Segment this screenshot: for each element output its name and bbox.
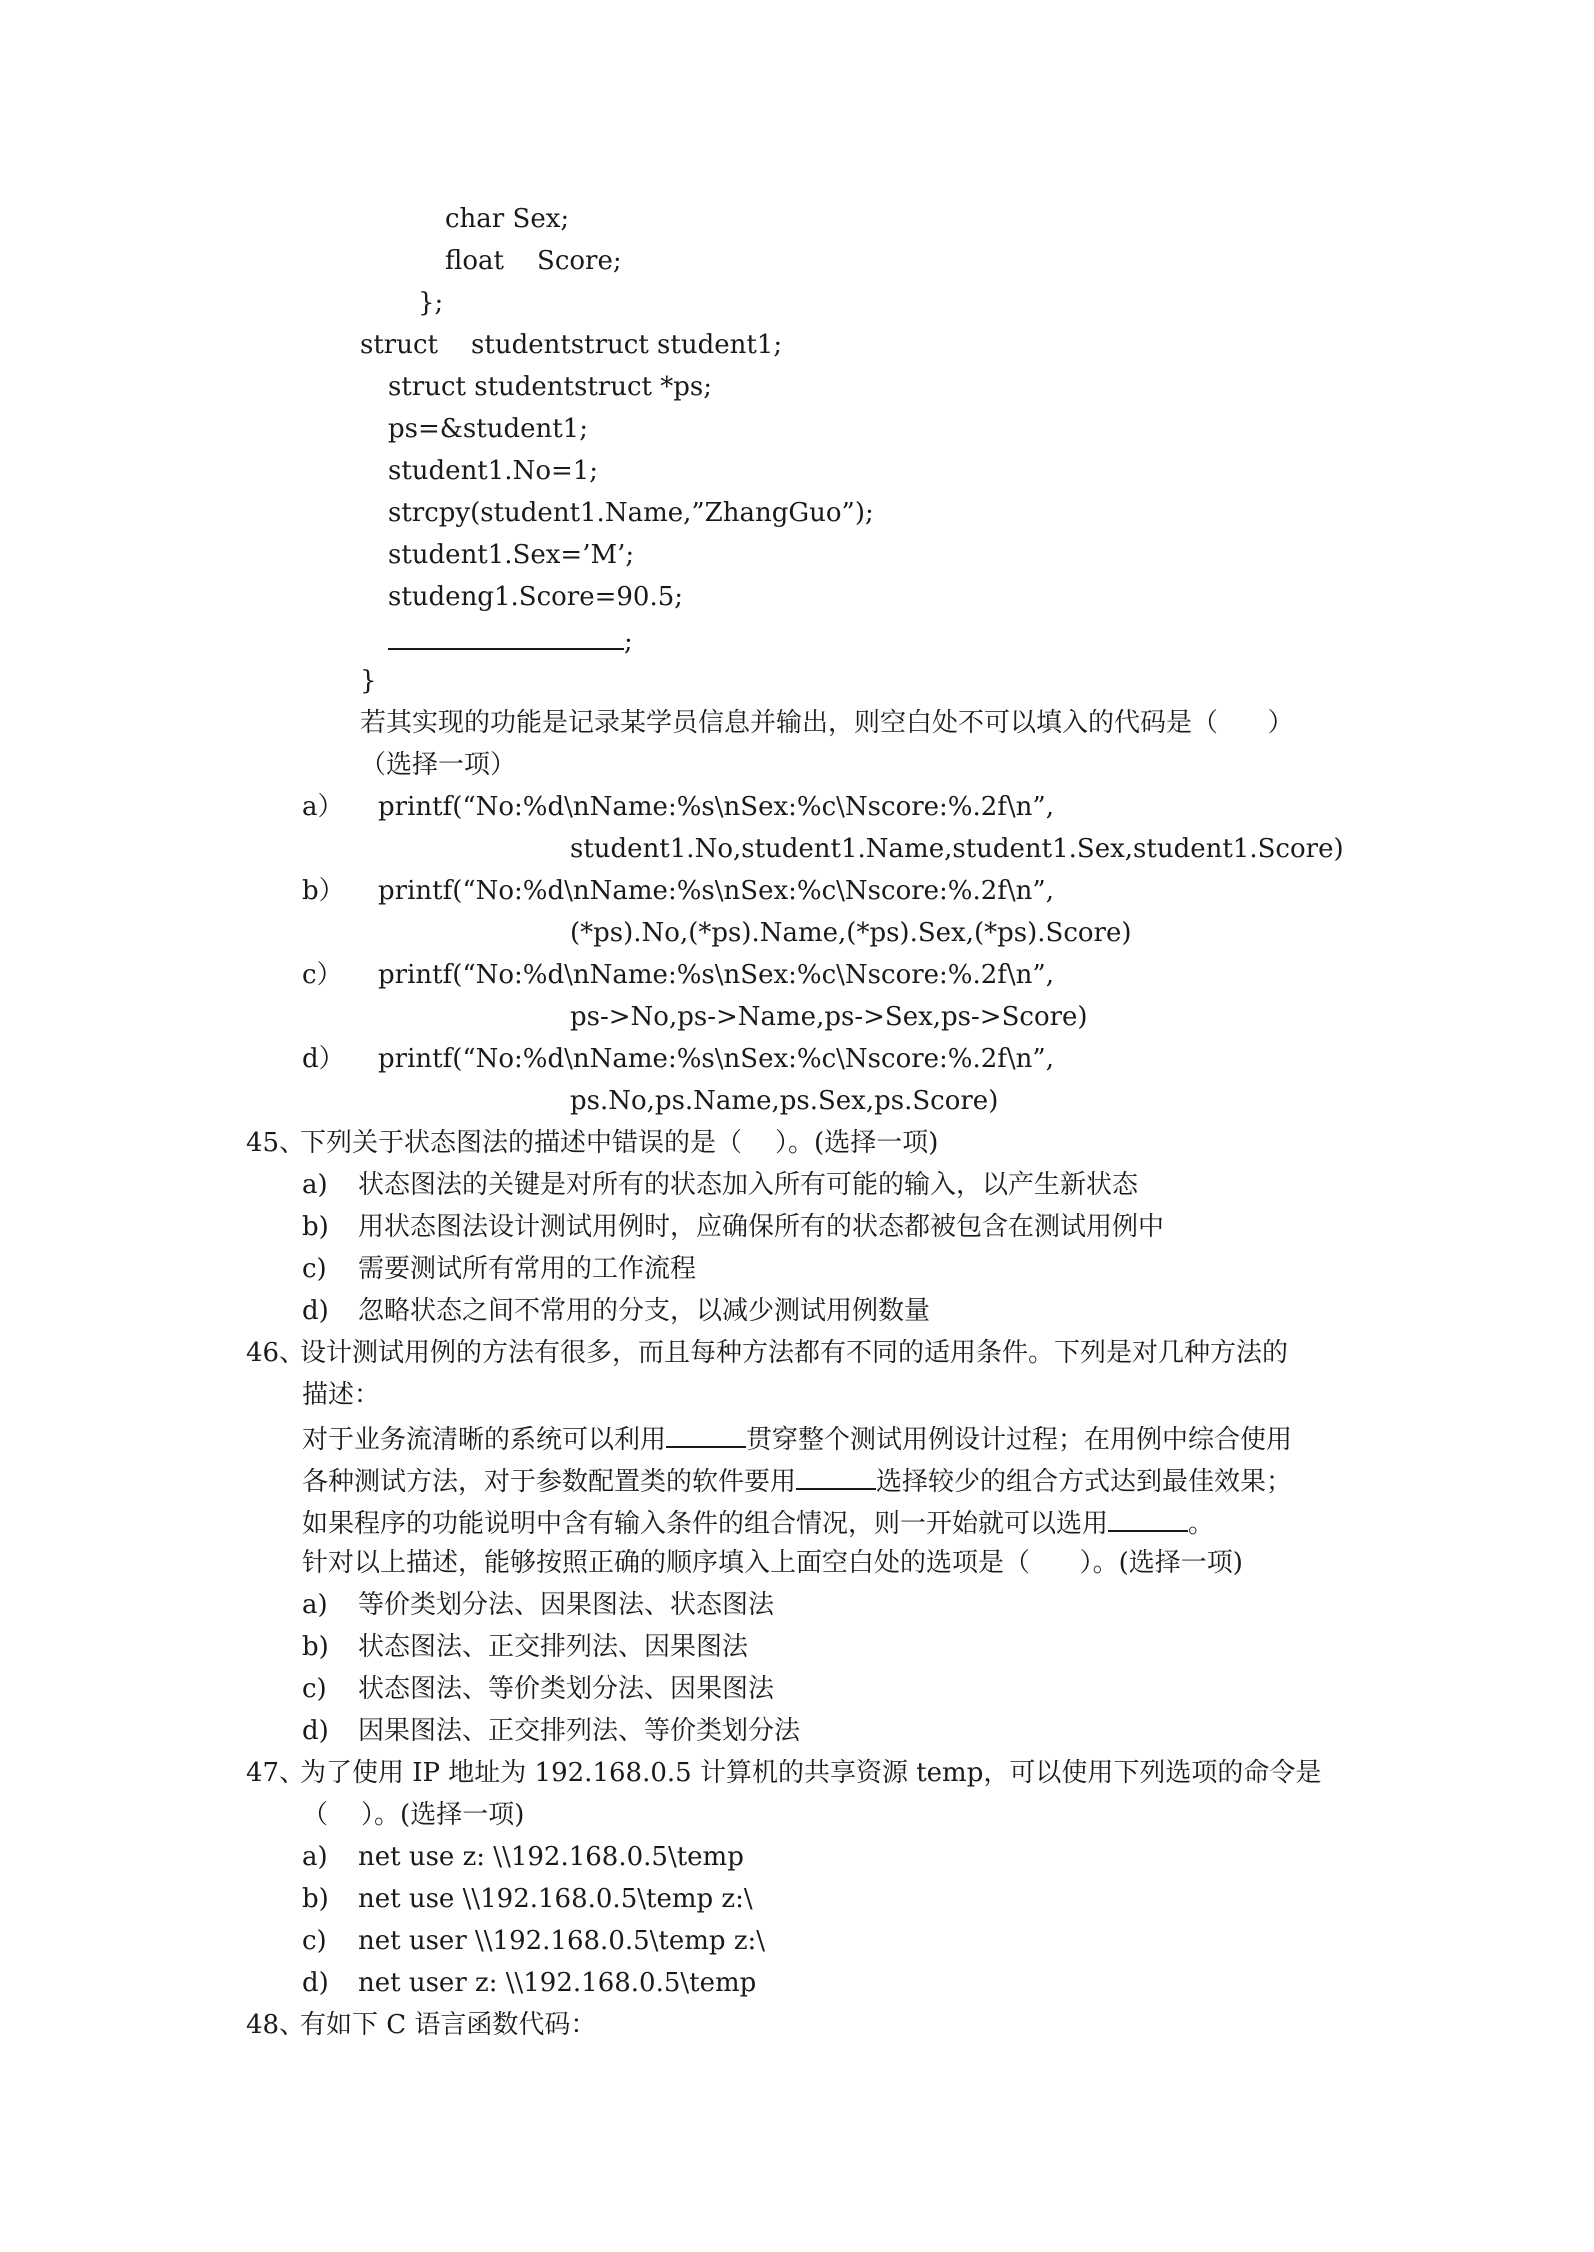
- q47-line1: 为了使用 IP 地址为 192.168.0.5 计算机的共享资源 temp，可以使用下列选项的命令是: [300, 1758, 1322, 1788]
- q46-option-d-letter: d): [302, 1716, 329, 1746]
- code-line-end-brace: }: [360, 666, 377, 696]
- q44-option-d-line2: ps.No,ps.Name,ps.Sex,ps.Score): [570, 1086, 999, 1116]
- q46-line4-b: 选择较少的组合方式达到最佳效果；: [876, 1467, 1293, 1497]
- code-blank-semicolon: ;: [624, 627, 633, 657]
- q48-text: 有如下 C 语言函数代码：: [300, 2010, 597, 2040]
- q44-option-a-line2: student1.No,student1.Name,student1.Sex,student1.Score): [570, 834, 1344, 864]
- q46-blank-2: [796, 1462, 876, 1490]
- code-line-no: student1.No=1;: [388, 456, 599, 486]
- q44-option-d-letter: d）: [302, 1044, 345, 1074]
- q46-line3-a: 对于业务流清晰的系统可以利用: [302, 1425, 667, 1455]
- q47-option-c-letter: c): [302, 1926, 327, 1956]
- code-blank: [388, 622, 624, 650]
- q46-option-d-text: 因果图法、正交排列法、等价类划分法: [358, 1716, 801, 1746]
- q47-option-d-text: net user z: \\192.168.0.5\temp: [358, 1968, 757, 1998]
- q45-text: 下列关于状态图法的描述中错误的是（ ）。(选择一项): [300, 1128, 939, 1158]
- q46-option-c-letter: c): [302, 1674, 327, 1704]
- q45-option-c-letter: c): [302, 1254, 327, 1284]
- q46-line1: 设计测试用例的方法有很多，而且每种方法都有不同的适用条件。下列是对几种方法的: [300, 1338, 1289, 1368]
- q46-line5-b: 。: [1188, 1509, 1215, 1539]
- q44-option-b-line1: printf(“No:%d\nName:%s\nSex:%c\Nscore:%.2f\n”,: [378, 876, 1054, 906]
- q46-blank-3: [1108, 1504, 1188, 1532]
- q46-number: 46、: [246, 1338, 306, 1368]
- code-line-strcpy: strcpy(student1.Name,”ZhangGuo”);: [388, 498, 874, 528]
- q46-line2: 描述：: [302, 1380, 381, 1410]
- q46-option-a-letter: a): [302, 1590, 328, 1620]
- q46-option-c-text: 状态图法、等价类划分法、因果图法: [358, 1674, 775, 1704]
- code-line-sex-assign: student1.Sex=’M’;: [388, 540, 635, 570]
- q46-line4-a: 各种测试方法，对于参数配置类的软件要用: [302, 1467, 797, 1497]
- q46-option-a-text: 等价类划分法、因果图法、状态图法: [358, 1590, 775, 1620]
- code-line-sex: char Sex;: [445, 204, 570, 234]
- q44-option-d-line1: printf(“No:%d\nName:%s\nSex:%c\Nscore:%.2f\n”,: [378, 1044, 1054, 1074]
- q46-line5: [302, 1504, 1214, 1541]
- q47-option-a-letter: a): [302, 1842, 328, 1872]
- q44-option-c-line1: printf(“No:%d\nName:%s\nSex:%c\Nscore:%.2f\n”,: [378, 960, 1054, 990]
- q44-prompt-line1: 若其实现的功能是记录某学员信息并输出，则空白处不可以填入的代码是（ ）: [360, 708, 1294, 738]
- q47-option-c-text: net user \\192.168.0.5\temp z:\: [358, 1926, 766, 1956]
- q47-line2: （ ）。(选择一项): [302, 1800, 525, 1830]
- q44-option-a-letter: a）: [302, 792, 344, 822]
- q46-line4: [302, 1462, 1292, 1499]
- q45-option-a-text: 状态图法的关键是对所有的状态加入所有可能的输入，以产生新状态: [358, 1170, 1139, 1200]
- q46-line6: 针对以上描述，能够按照正确的顺序填入上面空白处的选项是（ ）。(选择一项): [302, 1548, 1243, 1578]
- q44-option-c-letter: c）: [302, 960, 343, 990]
- code-line-ps-assign: ps=&student1;: [388, 414, 588, 444]
- q47-option-b-letter: b): [302, 1884, 329, 1914]
- q46-option-b-letter: b): [302, 1632, 329, 1662]
- code-line-close-brace: };: [418, 288, 444, 318]
- q47-number: 47、: [246, 1758, 306, 1788]
- code-line-score-assign: studeng1.Score=90.5;: [388, 582, 684, 612]
- code-line-struct-decl: struct studentstruct student1;: [360, 330, 783, 360]
- q46-line3-b: 贯穿整个测试用例设计过程；在用例中综合使用: [746, 1425, 1293, 1455]
- q47-option-a-text: net use z: \\192.168.0.5\temp: [358, 1842, 744, 1872]
- q44-option-b-letter: b）: [302, 876, 345, 906]
- q45-option-d-text: 忽略状态之间不常用的分支，以减少测试用例数量: [358, 1296, 931, 1326]
- q44-prompt-line2: （选择一项）: [360, 750, 517, 780]
- q46-line5-a: 如果程序的功能说明中含有输入条件的组合情况，则一开始就可以选用: [302, 1509, 1109, 1539]
- q45-option-b-letter: b): [302, 1212, 329, 1242]
- q47-option-b-text: net use \\192.168.0.5\temp z:\: [358, 1884, 753, 1914]
- q46-blank-1: [666, 1420, 746, 1448]
- q44-option-b-line2: (*ps).No,(*ps).Name,(*ps).Sex,(*ps).Score): [570, 918, 1132, 948]
- q45-option-b-text: 用状态图法设计测试用例时，应确保所有的状态都被包含在测试用例中: [358, 1212, 1165, 1242]
- q44-option-a-line1: printf(“No:%d\nName:%s\nSex:%c\Nscore:%.2f\n”,: [378, 792, 1054, 822]
- q47-option-d-letter: d): [302, 1968, 329, 1998]
- code-line-ptr-decl: struct studentstruct *ps;: [388, 372, 712, 402]
- code-line-blank: [388, 622, 633, 659]
- q45-option-c-text: 需要测试所有常用的工作流程: [358, 1254, 697, 1284]
- q48-number: 48、: [246, 2010, 306, 2040]
- q46-option-b-text: 状态图法、正交排列法、因果图法: [358, 1632, 749, 1662]
- q45-option-a-letter: a): [302, 1170, 328, 1200]
- q45-option-d-letter: d): [302, 1296, 329, 1326]
- code-line-score: float Score;: [445, 246, 622, 276]
- q46-line3: [302, 1420, 1292, 1457]
- q44-option-c-line2: ps->No,ps->Name,ps->Sex,ps->Score): [570, 1002, 1088, 1032]
- q45-number: 45、: [246, 1128, 306, 1158]
